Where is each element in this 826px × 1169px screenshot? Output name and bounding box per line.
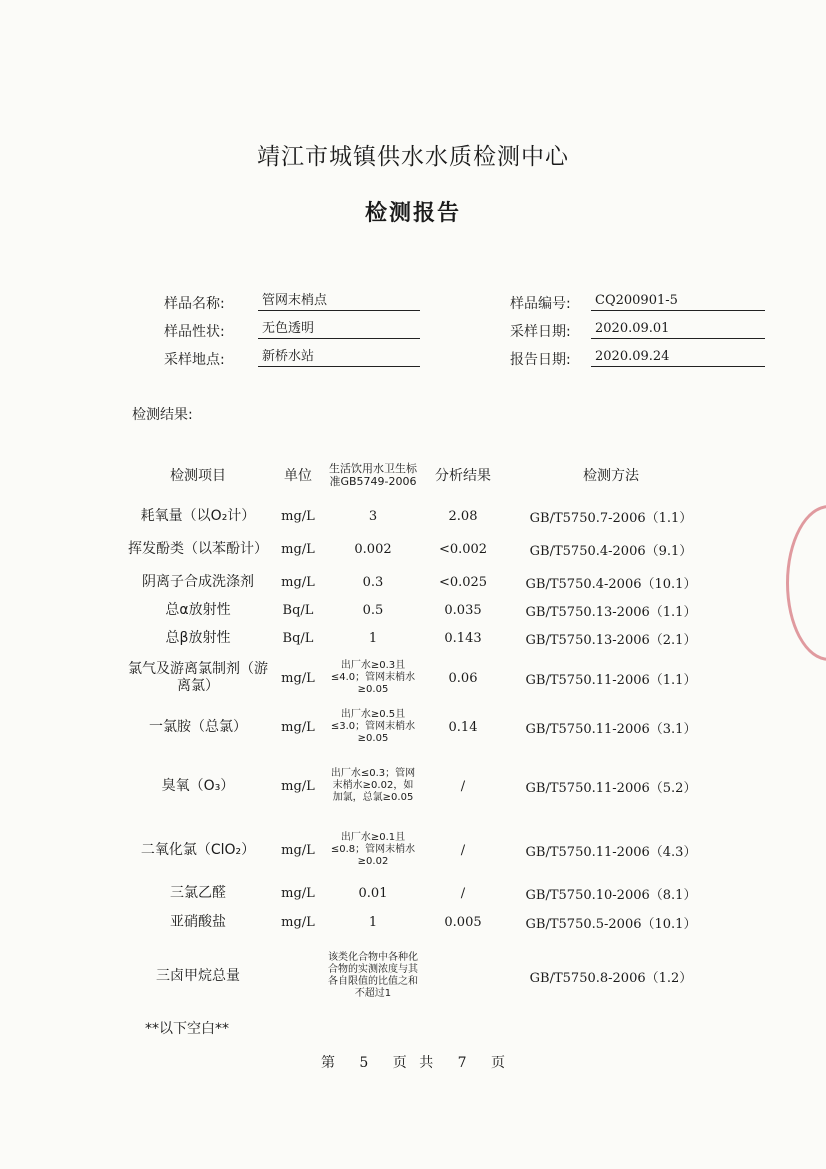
row-standard: 3 <box>368 508 378 524</box>
row-item: 二氧化氯（ClO₂） <box>140 841 256 858</box>
row-standard: 该类化合物中各种化合物的实测浓度与其各自限值的比值之和不超过1 <box>328 952 418 999</box>
row-item: 阴离子合成洗涤剂 <box>142 573 254 590</box>
row-standard: 0.5 <box>362 602 384 618</box>
sample-id-label: 样品编号: <box>510 296 571 312</box>
row-result: / <box>460 842 466 858</box>
row-standard: 0.01 <box>358 885 388 901</box>
row-result: / <box>460 778 466 794</box>
row-item: 亚硝酸盐 <box>170 913 226 930</box>
row-unit: mg/L <box>281 885 315 901</box>
header-method: 检测方法 <box>583 468 639 484</box>
row-standard: 出厂水≥0.1且≤0.8；管网末梢水≥0.02 <box>330 832 416 867</box>
row-method: GB/T5750.13-2006（2.1） <box>525 632 697 648</box>
row-method: GB/T5750.5-2006（10.1） <box>525 916 697 932</box>
row-result: <0.002 <box>438 541 488 557</box>
table-row <box>126 878 716 908</box>
row-item: 氯气及游离氯制剂（游离氯） <box>128 661 268 694</box>
row-unit: mg/L <box>281 842 315 858</box>
table-row <box>126 704 716 750</box>
table-row <box>126 908 716 936</box>
results-section-label: 检测结果: <box>132 407 193 423</box>
table-row <box>126 568 716 596</box>
row-standard: 出厂水≤0.3；管网末梢水≥0.02，如加氯，总氯≥0.05 <box>330 768 416 803</box>
row-item: 三卤甲烷总量 <box>156 967 240 984</box>
red-seal-stamp <box>786 505 826 661</box>
row-result <box>420 936 506 1016</box>
table-row <box>126 822 716 878</box>
row-unit: Bq/L <box>282 602 314 618</box>
sample-state-label: 样品性状: <box>164 324 225 340</box>
row-standard: 0.3 <box>362 574 384 590</box>
table-row <box>126 530 716 568</box>
row-result: 0.06 <box>448 670 478 686</box>
row-unit: mg/L <box>281 914 315 930</box>
row-result: <0.025 <box>438 574 488 590</box>
sampling-date-value: 2020.09.01 <box>591 320 765 339</box>
row-unit: mg/L <box>281 670 315 686</box>
row-item: 总α放射性 <box>165 601 231 618</box>
row-item: 三氯乙醛 <box>170 884 226 901</box>
row-item: 一氯胺（总氯） <box>149 718 247 735</box>
page-mid: 页 共 <box>392 1055 434 1071</box>
page-total: 7 <box>457 1055 467 1071</box>
table-row <box>126 750 716 822</box>
org-name: 靖江市城镇供水水质检测中心 <box>257 144 569 170</box>
table-row <box>126 936 716 1016</box>
row-method: GB/T5750.4-2006（10.1） <box>525 576 697 592</box>
row-standard: 出厂水≥0.5且≤3.0；管网末梢水≥0.05 <box>330 709 416 744</box>
sampling-date-label: 采样日期: <box>510 324 571 340</box>
row-unit: mg/L <box>281 574 315 590</box>
row-unit: mg/L <box>281 778 315 794</box>
row-result: 0.005 <box>444 914 482 930</box>
row-unit: mg/L <box>281 541 315 557</box>
row-standard: 出厂水≥0.3且≤4.0；管网末梢水≥0.05 <box>330 660 416 695</box>
sample-id-value: CQ200901-5 <box>591 292 765 311</box>
row-item: 臭氧（O₃） <box>161 777 235 794</box>
row-method: GB/T5750.11-2006（5.2） <box>525 780 697 796</box>
row-method: GB/T5750.7-2006（1.1） <box>529 510 693 526</box>
header-unit: 单位 <box>284 468 312 484</box>
row-result: 0.14 <box>448 719 478 735</box>
table-row <box>126 502 716 530</box>
report-date-value: 2020.09.24 <box>591 348 765 367</box>
page-suffix: 页 <box>491 1055 506 1071</box>
row-method: GB/T5750.11-2006（3.1） <box>525 721 697 737</box>
row-method: GB/T5750.10-2006（8.1） <box>525 887 697 903</box>
report-date-label: 报告日期: <box>510 352 571 368</box>
page-footer <box>0 1052 826 1072</box>
sampling-location-label: 采样地点: <box>164 352 225 368</box>
row-item: 总β放射性 <box>165 629 231 646</box>
row-method: GB/T5750.4-2006（9.1） <box>529 543 693 559</box>
blank-note: **以下空白** <box>145 1021 229 1037</box>
row-standard: 0.002 <box>354 541 392 557</box>
row-method: GB/T5750.11-2006（1.1） <box>525 672 697 688</box>
row-standard: 1 <box>368 630 378 646</box>
sampling-location-value: 新桥水站 <box>258 348 420 367</box>
row-method: GB/T5750.11-2006（4.3） <box>525 844 697 860</box>
row-standard: 1 <box>368 914 378 930</box>
sample-state-value: 无色透明 <box>258 320 420 339</box>
sample-name-label: 样品名称: <box>164 296 225 312</box>
table-row <box>126 596 716 624</box>
table-row <box>126 652 716 704</box>
page-prefix: 第 <box>320 1055 335 1071</box>
row-method: GB/T5750.8-2006（1.2） <box>529 970 693 986</box>
table-header-row <box>126 448 716 502</box>
row-unit: mg/L <box>281 508 315 524</box>
row-result: 0.143 <box>444 630 482 646</box>
header-result: 分析结果 <box>435 468 491 484</box>
row-item: 挥发酚类（以苯酚计） <box>128 540 268 557</box>
row-result: 2.08 <box>448 508 478 524</box>
row-unit: Bq/L <box>282 630 314 646</box>
sample-name-value: 管网末梢点 <box>258 292 420 311</box>
row-method: GB/T5750.13-2006（1.1） <box>525 604 697 620</box>
page-current: 5 <box>359 1055 369 1071</box>
row-result: 0.035 <box>444 602 482 618</box>
row-unit: mg/L <box>281 719 315 735</box>
header-item: 检测项目 <box>170 468 226 484</box>
table-row <box>126 624 716 652</box>
report-title: 检测报告 <box>364 201 461 226</box>
results-table <box>126 448 716 1016</box>
row-unit <box>270 936 326 1016</box>
row-result: / <box>460 885 466 901</box>
header-standard: 生活饮用水卫生标准GB5749-2006 <box>329 462 417 488</box>
row-item: 耗氧量（以O₂计） <box>140 507 256 524</box>
